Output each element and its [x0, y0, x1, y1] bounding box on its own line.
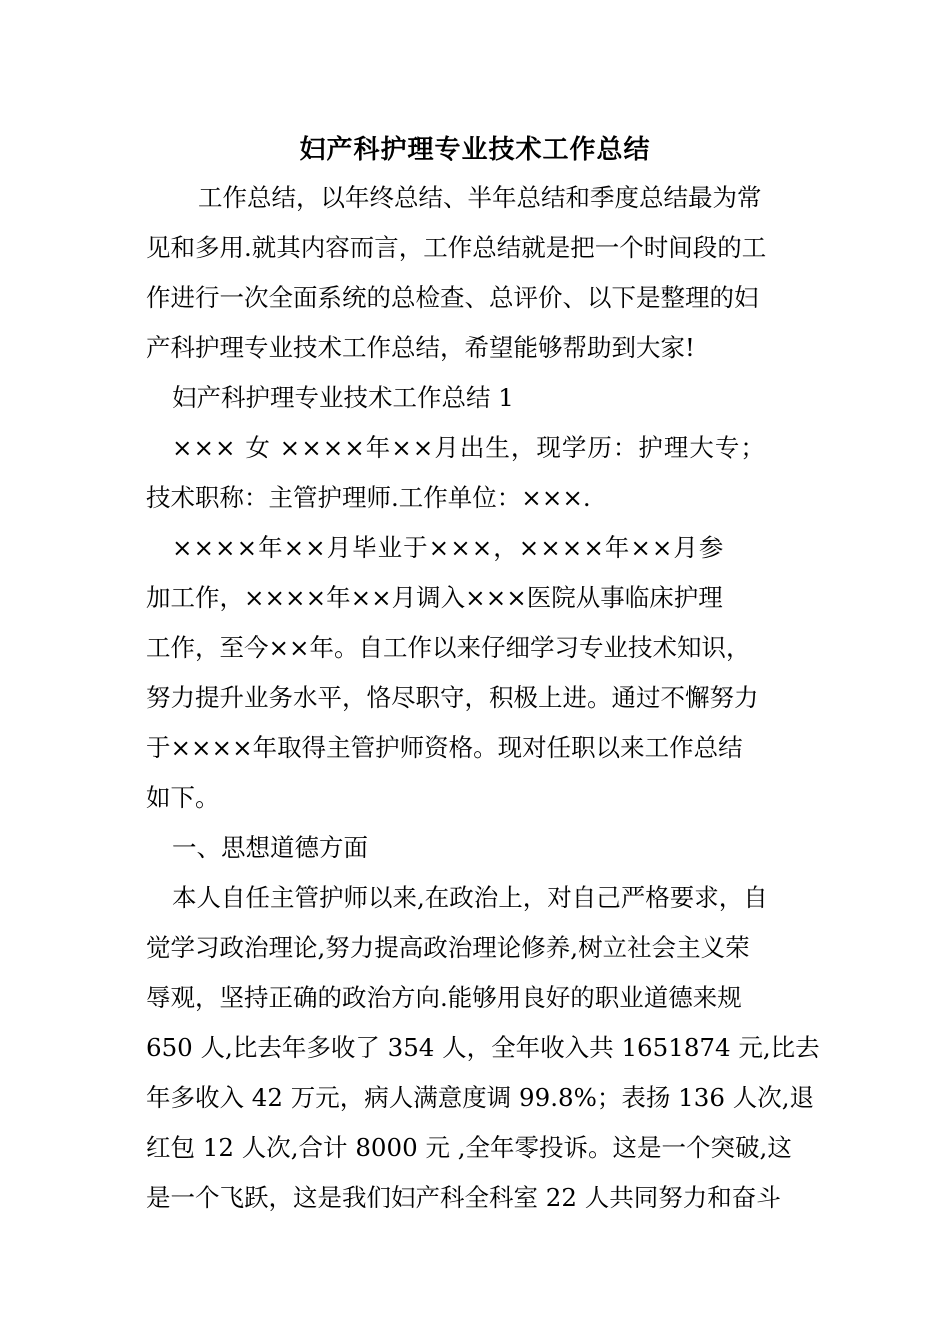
section-heading: 一、思想道德方面 [172, 833, 368, 862]
paragraph-line: 本人自任主管护师以来,在政治上，对自己严格要求，自 [172, 883, 768, 912]
paragraph-line: 年多收入 42 万元，病人满意度调 99.8%；表扬 136 人次,退 [146, 1083, 814, 1112]
paragraph-line: 工作总结，以年终总结、半年总结和季度总结最为常 [198, 183, 762, 212]
paragraph-line: ××× 女 ××××年××月出生，现学历：护理大专； [172, 433, 766, 462]
paragraph-line: 是一个飞跃，这是我们妇产科全科室 22 人共同努力和奋斗 [146, 1183, 781, 1212]
paragraph-line: 红包 12 人次,合计 8000 元 ,全年零投诉。这是一个突破,这 [146, 1133, 792, 1162]
paragraph-line: 650 人,比去年多收了 354 人，全年收入共 1651874 元,比去 [146, 1033, 820, 1062]
paragraph-line: 于××××年取得主管护师资格。现对任职以来工作总结 [146, 733, 743, 762]
paragraph-line: 见和多用.就其内容而言，工作总结就是把一个时间段的工 [146, 233, 767, 262]
paragraph-line: 工作，至今××年。自工作以来仔细学习专业技术知识， [146, 633, 751, 662]
paragraph-line: 如下。 [146, 783, 220, 812]
paragraph-line: 努力提升业务水平，恪尽职守，积极上进。通过不懈努力 [146, 683, 759, 712]
paragraph-line: 作进行一次全面系统的总检查、总评价、以下是整理的妇 [146, 283, 759, 312]
paragraph-line: 加工作，××××年××月调入×××医院从事临床护理 [146, 583, 723, 612]
paragraph-line: 辱观，坚持正确的政治方向.能够用良好的职业道德来规 [146, 983, 742, 1012]
paragraph-line: 产科护理专业技术工作总结，希望能够帮助到大家! [146, 333, 695, 362]
paragraph-line: ××××年××月毕业于×××，××××年××月参 [172, 533, 725, 562]
paragraph-line: 觉学习政治理论,努力提高政治理论修养,树立社会主义荣 [146, 933, 750, 962]
section-heading: 妇产科护理专业技术工作总结 1 [172, 383, 514, 412]
paragraph-line: 技术职称：主管护理师.工作单位：×××. [146, 483, 591, 512]
document-title: 妇产科护理专业技术工作总结 [299, 135, 651, 165]
